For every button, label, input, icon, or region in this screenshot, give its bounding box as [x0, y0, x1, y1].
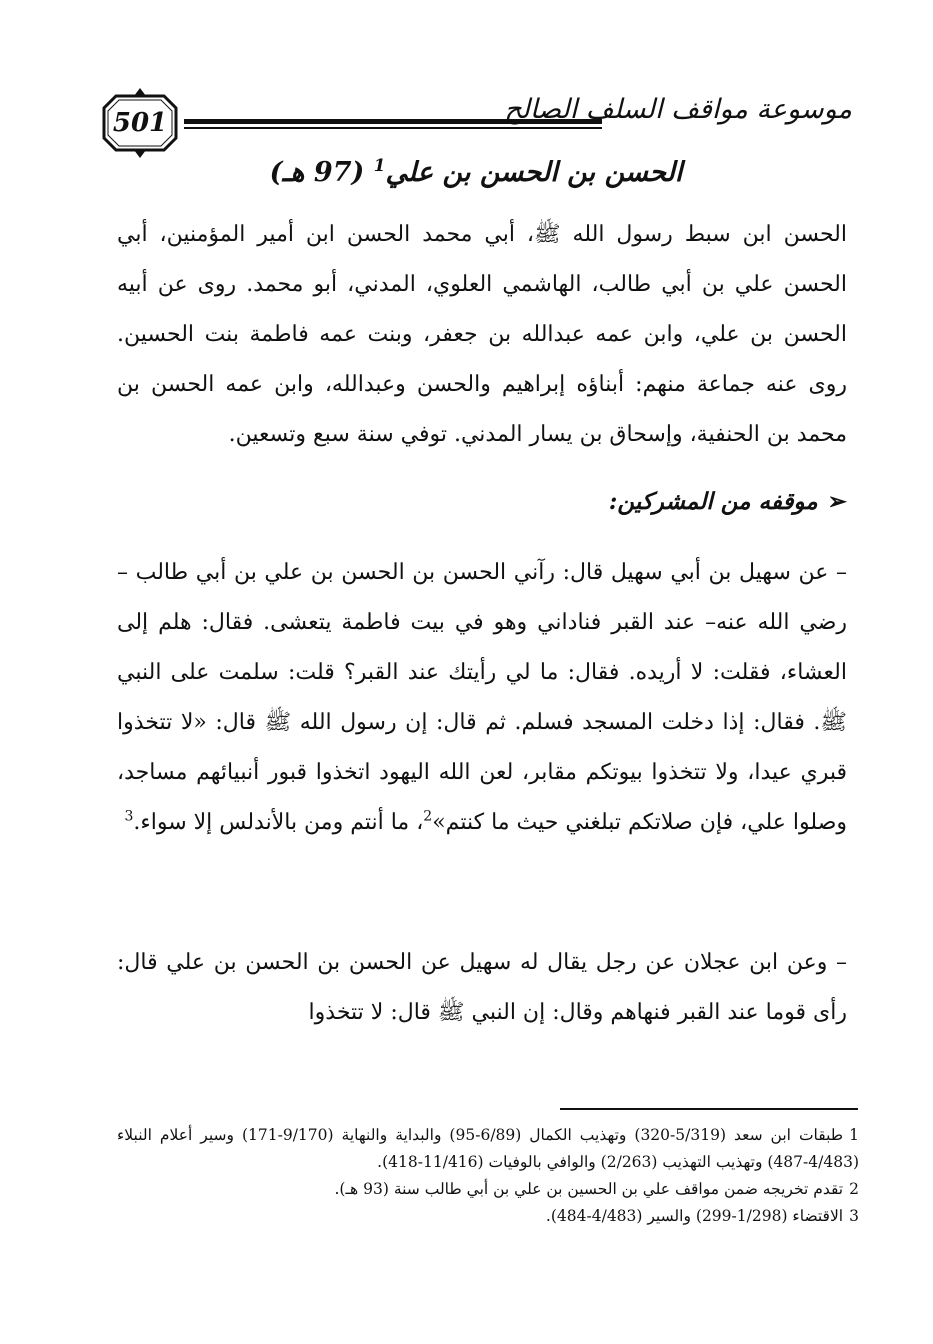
- narration-text: – عن سهيل بن أبي سهيل قال: رآني الحسن بن الحسن بن علي بن أبي طالب –رضي الله عنه– عند القبر فناداني وهو في بيت فاطمة يتعشى. فقال: هلم إلى العشاء، فقلت: لا أريده. فقال: ما لي رأيتك عند القبر؟ قلت: سلمت على النبي ﷺ. فقال: إذا دخلت المسجد فسلم. ثم قال: إن رسول الله ﷺ قال: «لا تتخذوا قبري عيدا، ولا تتخذوا بيوتكم مقابر، لعن الله اليهود اتخذوا قبور أنبيائهم مساجد، وصلوا علي، فإن صلاتكم تبلغني حيث ما كنتم»: [117, 560, 847, 835]
- arrow-bullet-icon: ➢: [827, 488, 847, 515]
- footnotes: [117, 1122, 859, 1230]
- footnote-ref: 1: [373, 156, 386, 176]
- chapter-title-text: الحسن بن الحسن بن علي: [385, 157, 683, 188]
- narration-paragraph: – وعن ابن عجلان عن رجل يقال له سهيل عن الحسن بن الحسن بن علي قال: رأى قوما عند القبر فنهاهم وقال: إن النبي ﷺ قال: لا تتخذوا: [117, 950, 847, 1025]
- footnote-ref: 3: [124, 808, 134, 825]
- section-heading-text: موقفه من المشركين:: [608, 488, 818, 515]
- footnote: [117, 1122, 859, 1176]
- chapter-title: [100, 156, 852, 188]
- narration-tail: ، ما أنتم ومن بالأندلس إلا سواء.: [133, 810, 424, 835]
- page-number-badge: [100, 88, 180, 158]
- footnote-ref: 2: [423, 808, 433, 825]
- footnote-text: تقدم تخريجه ضمن مواقف علي بن الحسين بن علي بن أبي طالب سنة (93 هـ).: [334, 1180, 844, 1198]
- footnote-number: 2: [849, 1180, 859, 1198]
- intro-paragraph: الحسن ابن سبط رسول الله ﷺ، أبي محمد الحسن ابن أمير المؤمنين، أبي الحسن علي بن أبي طالب، الهاشمي العلوي، المدني، أبو محمد. روى عن أبيه الحسن بن علي، وابن عمه عبدالله بن جعفر، وبنت عمه فاطمة بنت الحسين. روى عنه جماعة منهم: أبناؤه إبراهيم والحسن وعبدالله، وابن عمه الحسن بن محمد بن الحنفية، وإسحاق بن يسار المدني. توفي سنة سبع وتسعين.: [117, 222, 847, 447]
- page-number: 501: [112, 108, 168, 138]
- footnote-number: 3: [849, 1207, 859, 1225]
- footnote-text: طبقات ابن سعد (5/319-320) وتهذيب الكمال (6/89-95) والبداية والنهاية (9/170-171) وسير أعلام النبلاء (4/483-487) وتهذيب التهذيب (2/263) والوافي بالوفيات (11/416-418).: [117, 1126, 859, 1171]
- footnote-separator: [560, 1108, 858, 1110]
- footnote-number: 1: [849, 1126, 859, 1144]
- narration-paragraph: [117, 548, 847, 848]
- section-heading: [117, 488, 847, 515]
- chapter-date: (97 هـ): [269, 157, 365, 188]
- header-rule-thin: [184, 127, 602, 129]
- series-title: موسوعة مواقف السلف الصالح: [504, 94, 852, 125]
- page-header: [100, 88, 852, 158]
- footnote-text: الاقتضاء (1/298-299) والسير (4/483-484).: [545, 1207, 844, 1225]
- footnote: [117, 1176, 859, 1203]
- footnote: [117, 1203, 859, 1230]
